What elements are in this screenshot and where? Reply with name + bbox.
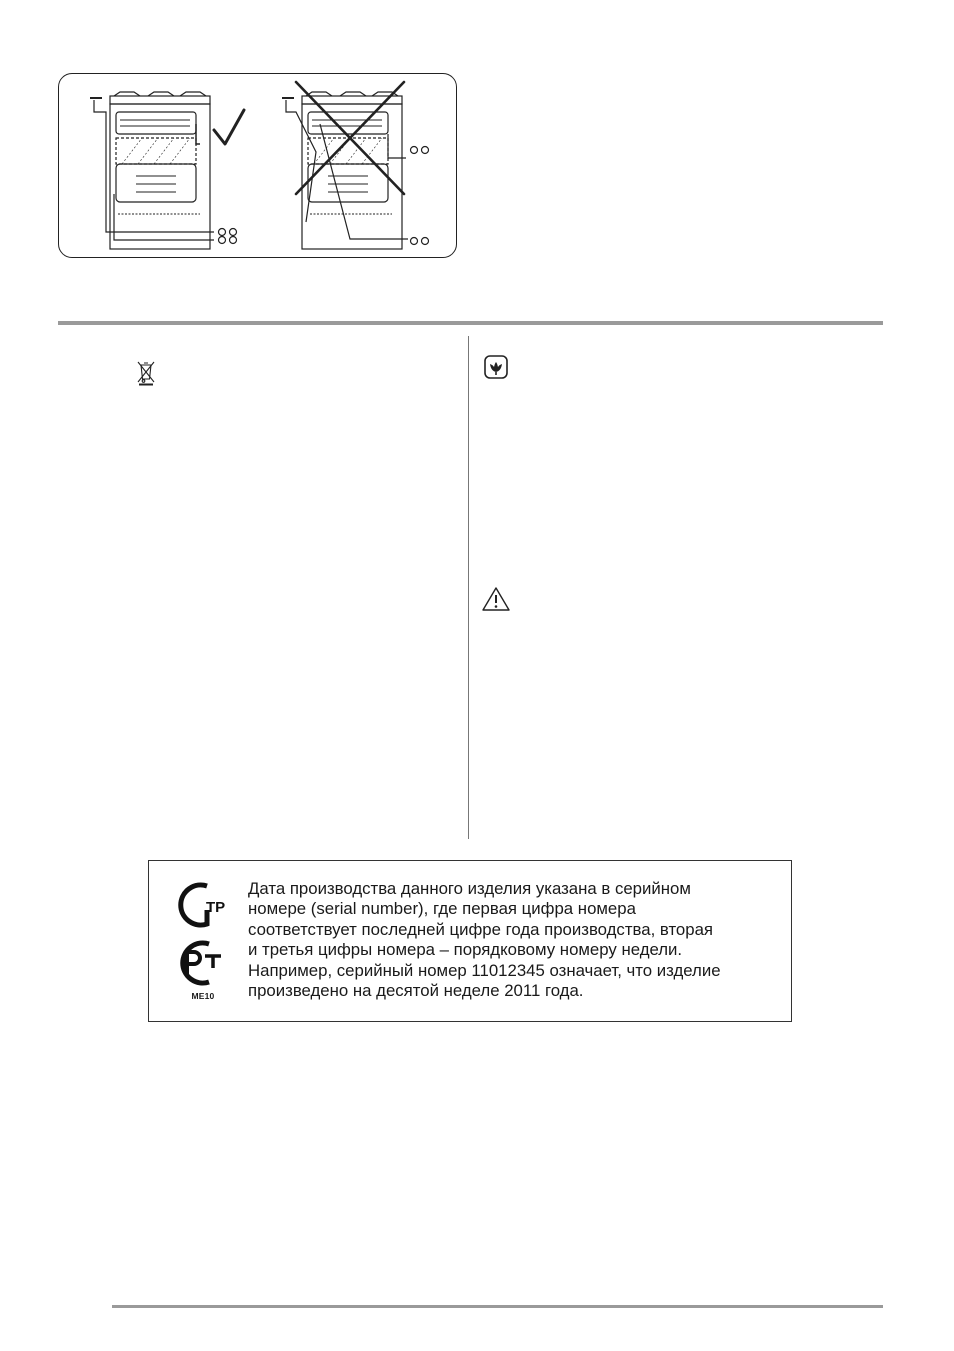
section-divider [58, 321, 883, 325]
environment-flower-icon [484, 355, 508, 379]
column-divider [468, 336, 469, 839]
certification-code-label: ME10 [191, 991, 215, 1001]
cross-mark-icon [292, 78, 408, 198]
svg-text:ТР: ТР [206, 899, 226, 916]
check-mark-icon [212, 108, 246, 148]
warning-triangle-icon [481, 586, 511, 612]
tr-conformity-mark-icon [173, 880, 237, 930]
pct-certification-mark-icon [173, 938, 237, 988]
footer-rule [112, 1305, 883, 1308]
production-date-text: Дата производства данного изделия указана в серийном номере (serial number), где первая цифра номера соответствует последней цифре года производства, вторая и третья цифры номера – порядковому номеру недели. Например, серийный номер 11012345 означает, что изделие произведено на десятой неделе 2011 года. [248, 879, 721, 1001]
crossed-out-bin-icon [136, 360, 156, 386]
